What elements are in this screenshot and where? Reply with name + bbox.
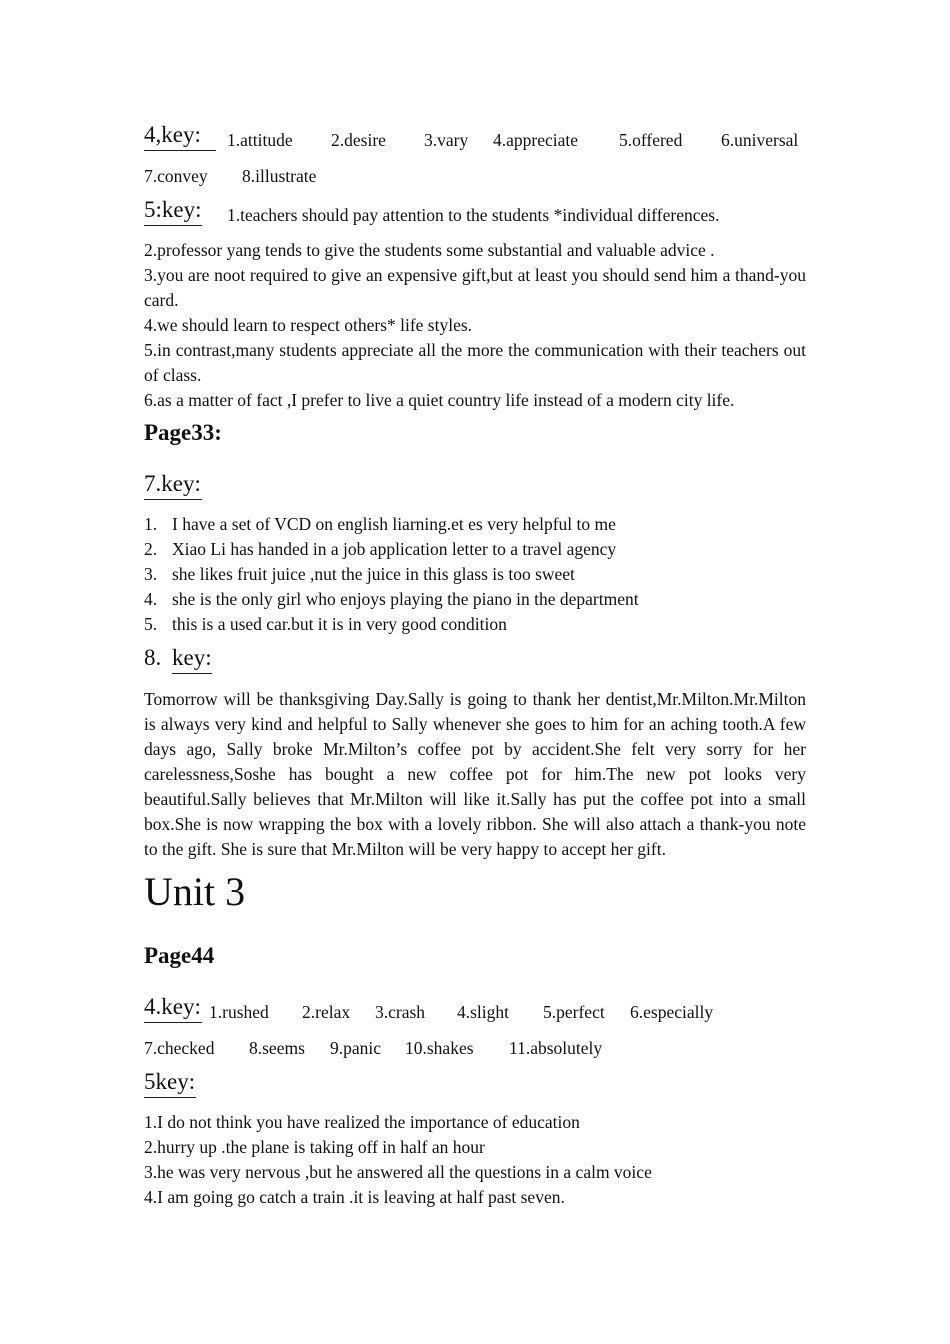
section7-list bbox=[144, 512, 806, 637]
section5-line-3: 3.you are noot required to give an expensive gift,but at least you should send him a thand-you card. bbox=[144, 265, 806, 310]
section5-line-6: 6.as a matter of fact ,I prefer to live a quiet country life instead of a modern city life. bbox=[144, 390, 735, 410]
section7-key-label: 7.key: bbox=[144, 471, 202, 500]
section4-word-4: 4.appreciate bbox=[493, 130, 579, 150]
section5-line-1: 1.teachers should pay attention to the students *individual differences. bbox=[227, 205, 720, 225]
unit3-section4-word-7: 7.checked bbox=[144, 1038, 215, 1058]
section8-paragraph: Tomorrow will be thanksgiving Day.Sally is going to thank her dentist,Mr.Milton.Mr.Milton is always very kind and helpful to Sally whenever she goes to him for an aching tooth.A few days ago, Sally broke Mr.Milton’s coffee pot by accident.She felt very sorry for her carelessness,Soshe has bought a new coffee pot for him.The new pot looks very beautiful.Sally believes that Mr.Milton will like it.Sally has put the coffee pot into a small box.She is now wrapping the box with a lovely ribbon. She will also attach a thank-you note to the gift. She is sure that Mr.Milton will be very happy to accept her gift. bbox=[144, 689, 806, 859]
unit3-section5-line-4: 4.I am going go catch a train .it is leaving at half past seven. bbox=[144, 1187, 565, 1207]
list-item-number: 5. bbox=[144, 614, 158, 634]
list-item-number: 1. bbox=[144, 514, 158, 534]
list-item-number: 3. bbox=[144, 564, 158, 584]
list-item-number: 4. bbox=[144, 589, 158, 609]
list-item bbox=[144, 612, 806, 637]
unit3-section4-word-3: 3.crash bbox=[375, 1002, 426, 1022]
unit3-section4-word-8: 8.seems bbox=[249, 1038, 305, 1058]
unit3-section4-key-label: 4.key: bbox=[144, 994, 202, 1023]
page33-heading: Page33: bbox=[144, 420, 222, 445]
unit3-section4-word-2: 2.relax bbox=[302, 1002, 351, 1022]
section5-line-2: 2.professor yang tends to give the students some substantial and valuable advice . bbox=[144, 240, 715, 260]
unit3-section5-line-2: 2.hurry up .the plane is taking off in half an hour bbox=[144, 1137, 485, 1157]
section5-key-label: 5:key: bbox=[144, 197, 202, 226]
list-item-number: 2. bbox=[144, 539, 158, 559]
unit3-section4-word-5: 5.perfect bbox=[543, 1002, 605, 1022]
section4-word-5: 5.offered bbox=[619, 130, 683, 150]
section4-word-6: 6.universal bbox=[721, 130, 799, 150]
section4-word-7: 7.convey bbox=[144, 166, 208, 186]
unit3-section4-word-4: 4.slight bbox=[457, 1002, 510, 1022]
unit3-section5-line-1: 1.I do not think you have realized the importance of education bbox=[144, 1112, 580, 1132]
list-item-text: she likes fruit juice ,nut the juice in this glass is too sweet bbox=[172, 564, 575, 584]
list-item bbox=[144, 512, 806, 537]
section4-word-8: 8.illustrate bbox=[242, 166, 317, 186]
unit3-section5-line-3: 3.he was very nervous ,but he answered all the questions in a calm voice bbox=[144, 1162, 652, 1182]
list-item bbox=[144, 587, 806, 612]
section5-line-4: 4.we should learn to respect others* life styles. bbox=[144, 315, 473, 335]
unit3-section4-word-10: 10.shakes bbox=[405, 1038, 474, 1058]
section8-number: 8. bbox=[144, 645, 162, 670]
section5-line-5: 5.in contrast,many students appreciate all the more the communication with their teachers out of class. bbox=[144, 340, 806, 385]
unit3-section5-key-label: 5key: bbox=[144, 1069, 196, 1098]
list-item bbox=[144, 537, 806, 562]
section4-word-1: 1.attitude bbox=[227, 130, 293, 150]
list-item-text: I have a set of VCD on english liarning.et es very helpful to me bbox=[172, 514, 616, 534]
unit3-heading: Unit 3 bbox=[144, 869, 246, 914]
unit3-section4-word-6: 6.especially bbox=[630, 1002, 714, 1022]
unit3-section4-word-9: 9.panic bbox=[330, 1038, 382, 1058]
list-item-text: this is a used car.but it is in very good condition bbox=[172, 614, 507, 634]
list-item-text: Xiao Li has handed in a job application letter to a travel agency bbox=[172, 539, 617, 559]
section4-key-label: 4,key: bbox=[144, 122, 216, 151]
section4-word-2: 2.desire bbox=[331, 130, 386, 150]
list-item bbox=[144, 562, 806, 587]
page44-heading: Page44 bbox=[144, 943, 215, 968]
unit3-section4-word-1: 1.rushed bbox=[209, 1002, 269, 1022]
section8-key-label: key: bbox=[172, 645, 212, 674]
unit3-section4-word-11: 11.absolutely bbox=[509, 1038, 603, 1058]
list-item-text: she is the only girl who enjoys playing the piano in the department bbox=[172, 589, 639, 609]
section4-word-3: 3.vary bbox=[424, 130, 469, 150]
